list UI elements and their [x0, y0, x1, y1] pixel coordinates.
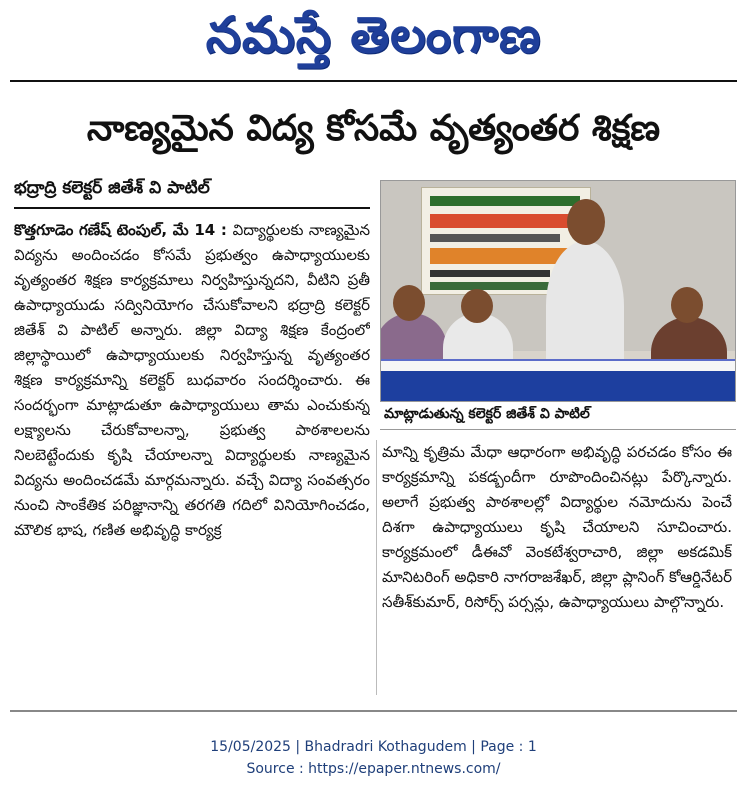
page-footer	[0, 736, 747, 780]
article-dateline: కొత్తగూడెం గణేష్ టెంపుల్, మే 14 :	[14, 221, 233, 239]
byline-divider	[14, 207, 370, 209]
article-right-text: మాన్ని కృత్రిమ మేధా ఆధారంగా అభివృద్ధి పరచడం కోసం ఈ కార్యక్రమాన్ని పకడ్బందీగా రూపొందించినట్లు పేర్కొన్నారు. అలాగే ప్రభుత్వ పాఠశాలల్లో విద్యార్థుల నమోదును పెంచే దిశగా ఉపాధ్యాయులు కృషి చేయాలని సూచించారు. కార్యక్రమంలో డీఈవో వెంకటేశ్వరాచారి, జిల్లా అకడమిక్ మానిటరింగ్ అధికారి నాగరాజశేఖర్, జిల్లా ప్లానింగ్ కోఆర్డినేటర్ సతీశ్‌కుమార్, రిసోర్స్ పర్సన్లు, ఉపాధ్యాయులు పాల్గొన్నారు.	[382, 443, 732, 611]
article-photo	[380, 180, 736, 402]
article-left-column	[14, 218, 370, 706]
masthead-title: నమస్తే తెలంగాణ	[205, 5, 542, 64]
column-divider	[376, 440, 377, 695]
photo-caption: మాట్లాడుతున్న కలెక్టర్ జితేశ్ వి పాటిల్	[380, 402, 736, 430]
photo-person-speaker	[546, 241, 624, 371]
article-right-column	[382, 440, 732, 690]
photo-person-seated-2-head	[461, 289, 493, 323]
photo-person-seated-3-head	[671, 287, 703, 323]
article-headline: నాణ్యమైన విద్య కోసమే వృత్యంతర శిక్షణ	[86, 108, 661, 149]
footer-edition-info: 15/05/2025 | Bhadradri Kothagudem | Page : 1	[210, 739, 537, 755]
photo-person-seated-1-head	[393, 285, 425, 321]
footer-source-link[interactable]: Source : https://epaper.ntnews.com/	[246, 761, 501, 777]
article-byline: భద్రాద్రి కలెక్టర్ జితేశ్ వి పాటిల్	[14, 178, 210, 198]
article-bottom-rule	[10, 710, 737, 712]
photo-person-speaker-head	[567, 199, 605, 245]
masthead-rule	[10, 80, 737, 82]
article-left-text: విద్యార్థులకు నాణ్యమైన విద్యను అందించడం కోసమే ప్రభుత్వం ఉపాధ్యాయులకు వృత్యంతర శిక్షణ కార్యక్రమాలు నిర్వహిస్తున్నదని, వీటిని ప్రతీ ఉపాధ్యాయుడు సద్వినియోగం చేసుకోవాలని భద్రాద్రి కలెక్టర్ జితేశ్ వి పాటిల్ అన్నారు. జిల్లా విద్యా శిక్షణ కేంద్రంలో జిల్లాస్థాయిలో ఉపాధ్యాయులకు నిర్వహిస్తున్న వృత్యంతర శిక్షణ కార్యక్రమాన్ని కలెక్టర్ బుధవారం సందర్శించారు. ఈ సందర్భంగా మాట్లాడుతూ ఉపాధ్యాయులు తామ ఎంచుకున్న లక్ష్యాలను చేరుకోవాలన్నా, ప్రభుత్వ పాఠశాలలను నిలబెట్టేందుకు కృషి చేయాలన్నా విద్యార్థులకు నాణ్యమైన విద్యను అందించడమే మార్గమన్నారు. వచ్చే విద్యా సంవత్సరం నుంచి సాంకేతిక పరిజ్ఞానాన్ని తరగతి గదిలో వినియోగించడం, మౌలిక భాష, గణిత అభివృద్ధి కార్యక్ర	[14, 221, 370, 539]
photo-table-cloth	[381, 371, 736, 402]
